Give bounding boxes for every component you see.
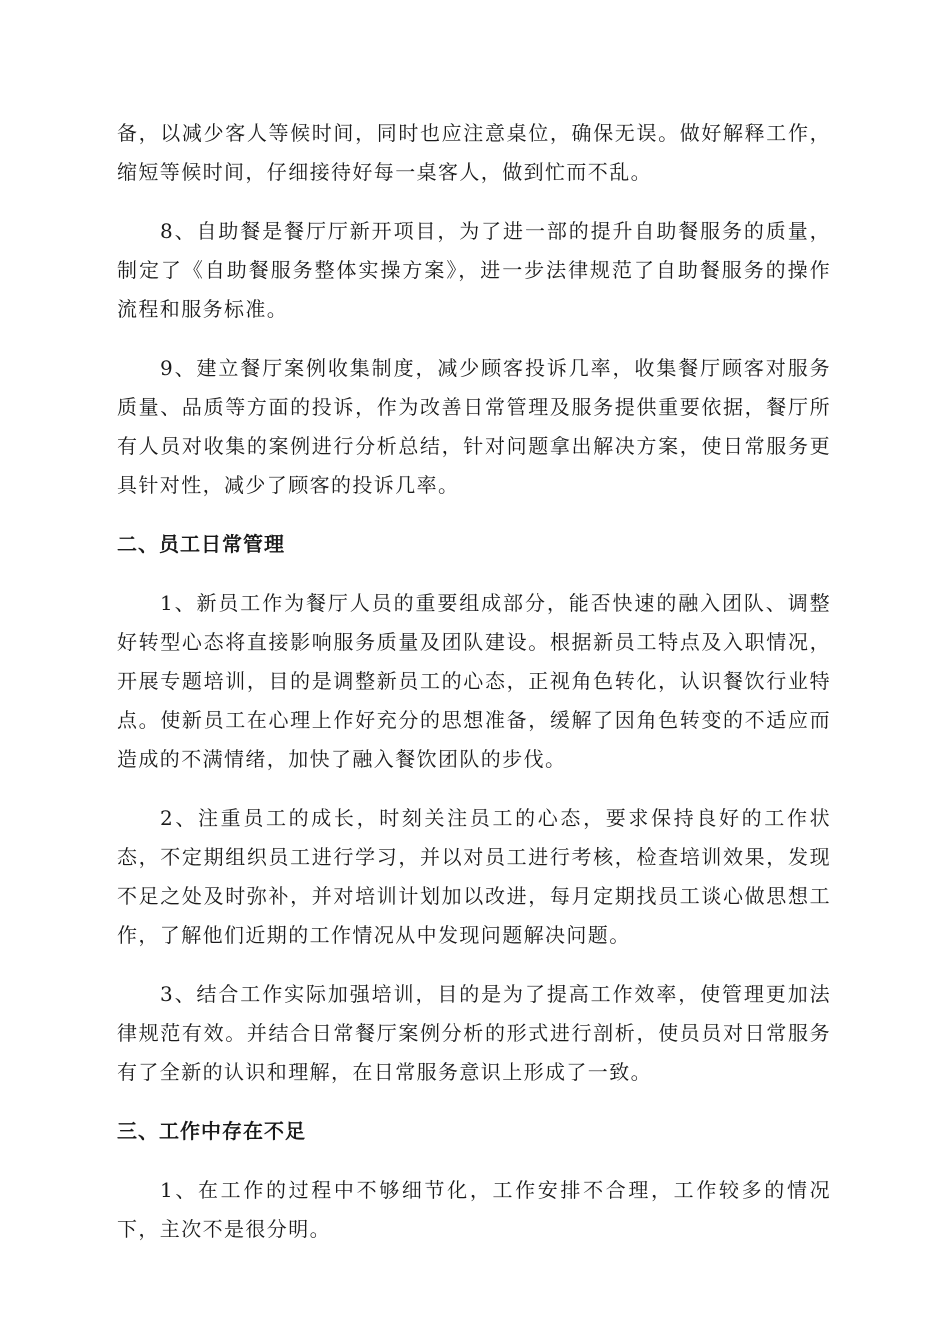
section-heading-shortcomings: 三、工作中存在不足 [117, 1119, 306, 1143]
paragraph-staff-2: 2、注重员工的成长，时刻关注员工的心态，要求保持良好的工作状态，不定期组织员工进行学习，并以对员工进行考核，检查培训效果，发现不足之处及时弥补，并对培训计划加以改进，每月定期找员工谈心做思想工作，了解他们近期的工作情况从中发现问题解决问题。 [117, 806, 831, 947]
document-body [117, 114, 831, 1269]
paragraph-staff-1: 1、新员工作为餐厅人员的重要组成部分，能否快速的融入团队、调整好转型心态将直接影响服务质量及团队建设。根据新员工特点及入职情况，开展专题培训，目的是调整新员工的心态，正视角色转化，认识餐饮行业特点。使新员工在心理上作好充分的思想准备，缓解了因角色转变的不适应而造成的不满情绪，加快了融入餐饮团队的步伐。 [117, 591, 831, 771]
paragraph-staff-3: 3、结合工作实际加强培训，目的是为了提高工作效率，使管理更加法律规范有效。并结合日常餐厅案例分析的形式进行剖析，使员员对日常服务有了全新的认识和理解，在日常服务意识上形成了一致。 [117, 982, 831, 1084]
paragraph-item-9: 9、建立餐厅案例收集制度，减少顾客投诉几率，收集餐厅顾客对服务质量、品质等方面的投诉，作为改善日常管理及服务提供重要依据，餐厅所有人员对收集的案例进行分析总结，针对问题拿出解决方案，使日常服务更具针对性，减少了顾客的投诉几率。 [117, 356, 831, 497]
section-heading-staff-management: 二、员工日常管理 [117, 532, 285, 556]
paragraph-continuation: 备，以减少客人等候时间，同时也应注意桌位，确保无误。做好解释工作，缩短等候时间，仔细接待好每一桌客人，做到忙而不乱。 [117, 121, 831, 184]
paragraph-item-8: 8、自助餐是餐厅厅新开项目，为了进一部的提升自助餐服务的质量，制定了《自助餐服务整体实操方案》，进一步法律规范了自助餐服务的操作流程和服务标准。 [117, 219, 831, 321]
paragraph-shortcoming-1: 1、在工作的过程中不够细节化，工作安排不合理，工作较多的情况下，主次不是很分明。 [117, 1178, 831, 1241]
